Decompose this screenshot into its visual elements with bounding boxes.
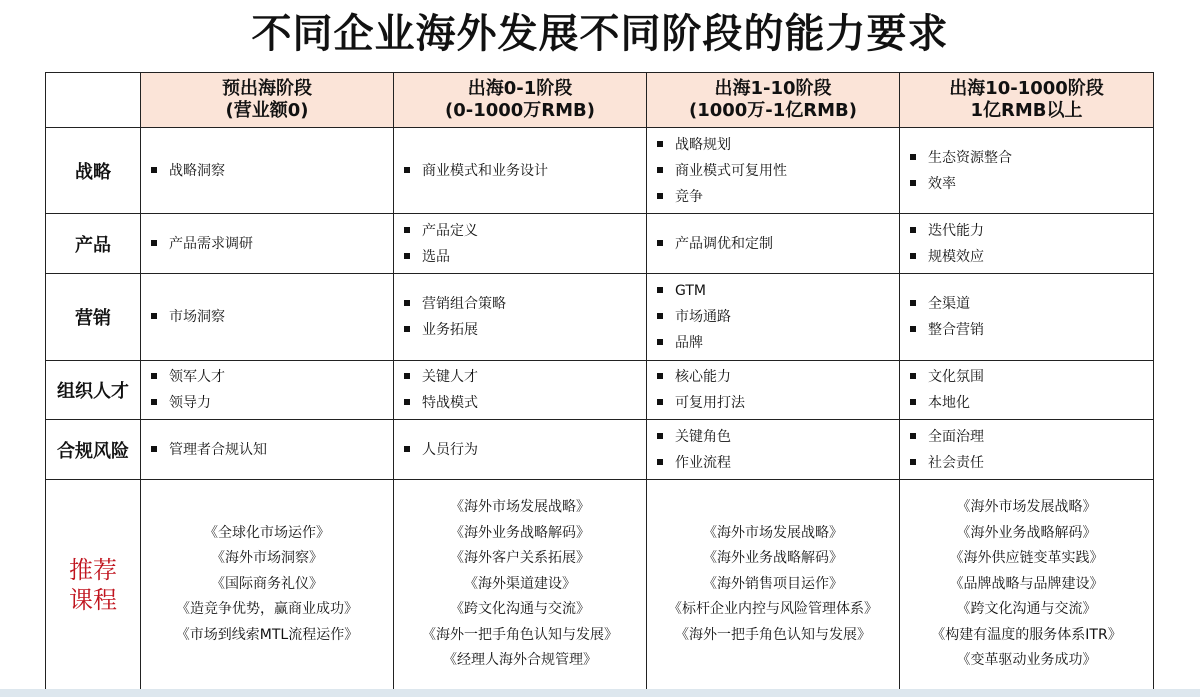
course-item: 《海外业务战略解码》 (703, 550, 843, 567)
table-cell (900, 128, 1154, 214)
course-item: 《海外市场发展战略》 (956, 499, 1097, 516)
course-item: 《变革驱动业务成功》 (956, 652, 1097, 669)
list-item: 管理者合规认知 (151, 437, 393, 463)
courses-label-line2: 课程 (69, 585, 117, 614)
list-item: 本地化 (910, 390, 1153, 416)
header-stage-pre (141, 73, 394, 128)
header-line1: 出海10-1000阶段 (949, 78, 1104, 99)
list-item: 竞争 (657, 184, 899, 210)
table-cell (394, 214, 647, 274)
course-item: 《经理人海外合规管理》 (443, 652, 597, 669)
table-cell (394, 361, 647, 420)
table-cell (900, 274, 1154, 361)
list-item: 产品调优和定制 (657, 231, 899, 257)
courses-cell (900, 480, 1154, 690)
list-item: 人员行为 (404, 437, 646, 463)
list-item: GTM (657, 278, 899, 304)
list-item: 选品 (404, 244, 646, 270)
table-row (46, 361, 1154, 420)
list-item: 战略洞察 (151, 158, 393, 184)
header-line2: (1000万-1亿RMB) (688, 100, 858, 121)
table-cell (394, 420, 647, 480)
table-cell (900, 361, 1154, 420)
courses-cell (647, 480, 900, 690)
list-item: 关键人才 (404, 364, 646, 390)
course-item: 《国际商务礼仪》 (211, 575, 323, 592)
row-label-product: 产品 (46, 214, 141, 274)
table-cell (141, 274, 394, 361)
course-item: 《品牌战略与品牌建设》 (949, 575, 1104, 592)
table-cell (647, 420, 900, 480)
course-item: 《全球化市场运作》 (204, 524, 330, 541)
table-row (46, 128, 1154, 214)
list-item: 核心能力 (657, 364, 899, 390)
course-item: 《海外业务战略解码》 (956, 524, 1097, 541)
list-item: 市场通路 (657, 304, 899, 330)
list-item: 品牌 (657, 330, 899, 356)
list-item: 文化氛围 (910, 364, 1153, 390)
courses-cell (141, 480, 394, 690)
header-line1: 出海1-10阶段 (714, 78, 832, 99)
header-stage-1-10 (647, 73, 900, 128)
row-label-compliance: 合规风险 (46, 420, 141, 480)
list-item: 效率 (910, 171, 1153, 197)
table-cell (141, 214, 394, 274)
course-item: 《海外业务战略解码》 (450, 524, 590, 541)
header-line2: (营业额0) (225, 100, 309, 121)
footer-bar (0, 689, 1200, 697)
table-cell (900, 420, 1154, 480)
list-item: 市场洞察 (151, 304, 393, 330)
list-item: 规模效应 (910, 244, 1153, 270)
table-cell (900, 214, 1154, 274)
table-cell (394, 128, 647, 214)
table-cell (141, 361, 394, 420)
header-line2: 1亿RMB以上 (970, 100, 1083, 121)
list-item: 生态资源整合 (910, 145, 1153, 171)
header-line2: (0-1000万RMB) (444, 100, 596, 121)
course-item: 《海外供应链变革实践》 (949, 550, 1104, 567)
table-cell (141, 128, 394, 214)
course-item: 《海外一把手角色认知与发展》 (675, 626, 871, 643)
table-header-row (46, 73, 1154, 128)
list-item: 领军人才 (151, 364, 393, 390)
table-cell (647, 128, 900, 214)
course-item: 《海外一把手角色认知与发展》 (422, 626, 618, 643)
courses-cell (394, 480, 647, 690)
list-item: 产品需求调研 (151, 231, 393, 257)
course-item: 《海外市场发展战略》 (450, 499, 590, 516)
course-item: 《造竞争优势，赢商业成功》 (176, 601, 358, 618)
list-item: 营销组合策略 (404, 291, 646, 317)
list-item: 业务拓展 (404, 317, 646, 343)
list-item: 社会责任 (910, 450, 1153, 476)
courses-label-line1: 推荐 (69, 555, 117, 584)
course-item: 《标杆企业内控与风险管理体系》 (668, 601, 878, 618)
list-item: 产品定义 (404, 218, 646, 244)
header-corner (46, 73, 141, 128)
table-cell (647, 214, 900, 274)
list-item: 商业模式可复用性 (657, 158, 899, 184)
page-title: 不同企业海外发展不同阶段的能力要求 (251, 11, 949, 57)
course-item: 《市场到线索MTL流程运作》 (175, 626, 359, 643)
list-item: 可复用打法 (657, 390, 899, 416)
list-item: 领导力 (151, 390, 393, 416)
row-label-talent: 组织人才 (46, 361, 141, 420)
course-item: 《海外市场发展战略》 (703, 524, 843, 541)
header-stage-10-1000 (900, 73, 1154, 128)
row-label-courses (46, 480, 141, 690)
list-item: 作业流程 (657, 450, 899, 476)
list-item: 商业模式和业务设计 (404, 158, 646, 184)
table-cell (647, 274, 900, 361)
row-label-strategy: 战略 (46, 128, 141, 214)
header-stage-0-1 (394, 73, 647, 128)
list-item: 特战模式 (404, 390, 646, 416)
list-item: 关键角色 (657, 424, 899, 450)
header-line1: 预出海阶段 (222, 78, 312, 99)
row-label-marketing: 营销 (46, 274, 141, 361)
list-item: 迭代能力 (910, 218, 1153, 244)
table-row (46, 274, 1154, 361)
course-item: 《海外销售项目运作》 (703, 575, 843, 592)
list-item: 全面治理 (910, 424, 1153, 450)
course-item: 《构建有温度的服务体系ITR》 (931, 626, 1122, 643)
list-item: 整合营销 (910, 317, 1153, 343)
table-cell (647, 361, 900, 420)
header-line1: 出海0-1阶段 (467, 78, 573, 99)
list-item: 战略规划 (657, 132, 899, 158)
capability-table (45, 72, 1154, 690)
list-item: 全渠道 (910, 291, 1153, 317)
course-item: 《海外市场洞察》 (211, 550, 323, 567)
course-item: 《跨文化沟通与交流》 (956, 601, 1097, 618)
course-item: 《跨文化沟通与交流》 (450, 601, 590, 618)
course-item: 《海外客户关系拓展》 (450, 550, 590, 567)
table-cell (141, 420, 394, 480)
course-item: 《海外渠道建设》 (464, 575, 576, 592)
table-cell (394, 274, 647, 361)
table-row-courses (46, 480, 1154, 690)
table-row (46, 420, 1154, 480)
table-row (46, 214, 1154, 274)
